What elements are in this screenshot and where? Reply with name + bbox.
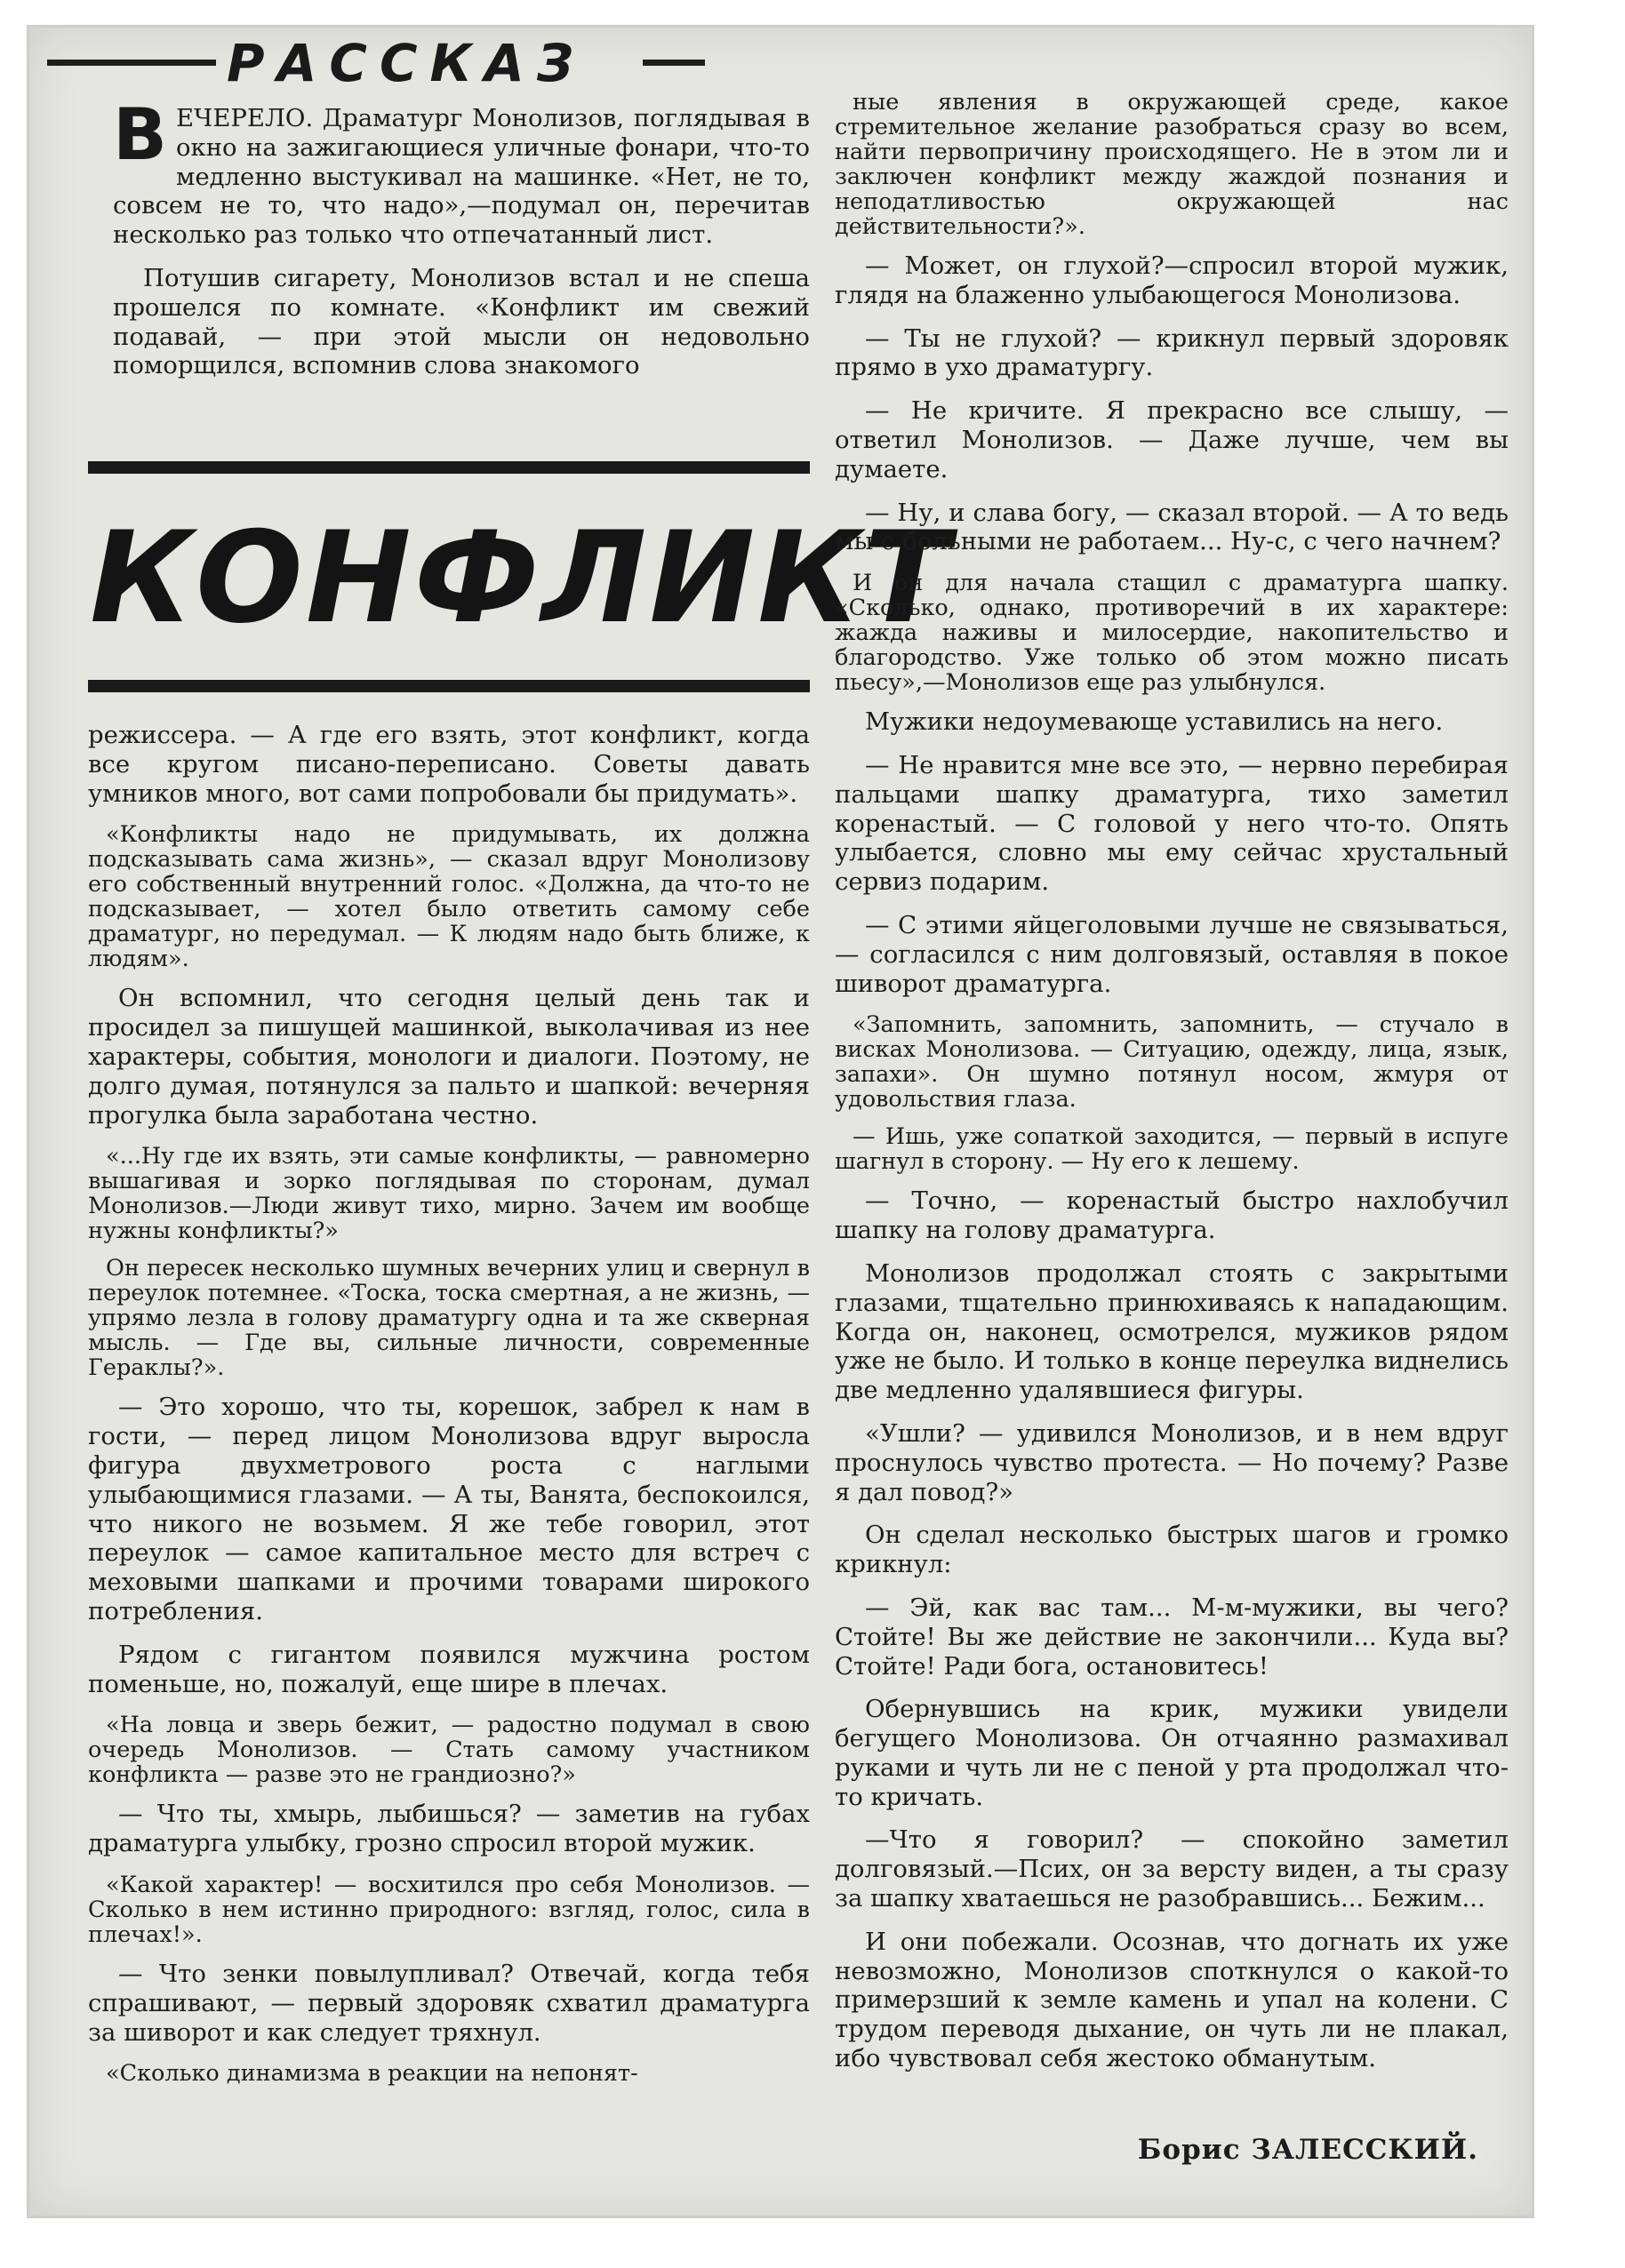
title-rule-bottom xyxy=(88,680,810,692)
inner-monologue: «...Ну где их взять, эти самые конфликты, — равномерно вышагивая и зорко поглядывая по сторонам, думал Монолизов.—Люди живут тихо, мирно. Зачем им вообще нужны конфликты?» xyxy=(88,1143,810,1245)
paragraph: Мужики недоумевающе уставились на него. xyxy=(865,707,1444,737)
paragraph: «Ушли? — удивился Монолизов, и в нем вдруг проснулось чувство протеста. — Но почему? Разве я дал повод?» xyxy=(835,1418,1509,1506)
inner-monologue: «Запомнить, запомнить, запомнить, — стучало в висках Монолизова. — Ситуацию, одежду, лица, язык, запахи». Он шумно потянул носом, жмуря от удовольствия глаза. xyxy=(835,1011,1509,1114)
paragraph: — Эй, как вас там... М-м-мужики, вы чего? Стойте! Вы же действие не закончили... Куда вы? Стойте! Ради бога, остановитесь! xyxy=(835,1593,1509,1681)
intro-paragraph-1 xyxy=(113,93,810,250)
inner-monologue: ные явления в окружающей среде, какое стремительное желание разобраться сразу во всем, найти первопричину происходящего. Не в этом ли и заключен конфликт между жаждой познания и неподатливостью окружающей нас действительности?». xyxy=(835,89,1509,240)
paragraph: Он вспомнил, что сегодня целый день так и просидел за пишущей машинкой, выколачивая из нее характеры, события, монологи и диалоги. Поэтому, не долго думая, потянулся за пальто и шапкой: вечерняя прогулка была заработана честно. xyxy=(88,984,810,1130)
inner-monologue: «На ловца и зверь бежит, — радостно подумал в свою очередь Монолизов. — Стать самому участником конфликта — разве это не грандиозно?» xyxy=(88,1712,810,1789)
newspaper-clipping xyxy=(27,25,1534,2218)
rubric-rule-left xyxy=(47,60,216,66)
paragraph: Он сделал несколько быстрых шагов и громко крикнул: xyxy=(835,1521,1509,1579)
inner-monologue: Он пересек несколько шумных вечерних улиц и свернул в переулок потемнее. «Тоска, тоска смертная, а не жизнь, — упрямо лезла в голову драматургу одна и та же скверная мысль. — Где вы, сильные личности, современные Гераклы?». xyxy=(88,1255,810,1382)
drop-cap: В xyxy=(113,93,167,176)
paragraph: — Это хорошо, что ты, корешок, забрел к нам в гости, — перед лицом Монолизова вдруг выросла фигура двухметрового роста с наглыми улыбающимися глазами. — А ты, Ванята, беспокоился, что никого не возьмем. Я же тебе говорил, этот переулок — самое капитальное место для встреч с меховыми шапками и прочими товарами широкого потребления. xyxy=(88,1393,810,1625)
title-rule-top xyxy=(88,461,810,474)
intro-paragraph-2: Потушив сигарету, Монолизов встал и не спеша прошелся по комнате. «Конфликт им свежий подавай, — при этой мысли он недовольно поморщился, вспомнив слова знакомого xyxy=(113,263,810,380)
paragraph: — Что зенки повылупливал? Отвечай, когда тебя спрашивают, — первый здоровяк схватил драматурга за шиворот и как следует тряхнул. xyxy=(88,1959,810,2047)
rubric-rule-right xyxy=(643,60,705,66)
inner-monologue: «Сколько динамизма в реакции на непонят- xyxy=(106,2060,638,2088)
inner-monologue: «Какой характер! — восхитился про себя Монолизов. — Сколько в нем истинно природного: взгляд, голос, сила в плечах!». xyxy=(88,1871,810,1948)
inner-monologue: — Ишь, уже сопаткой заходится, — первый в испуге шагнул в сторону. — Ну его к лешему. xyxy=(835,1123,1509,1176)
paragraph: — Ты не глухой? — крикнул первый здоровяк прямо в ухо драматургу. xyxy=(835,323,1509,382)
paragraph: Рядом с гигантом появился мужчина ростом поменьше, но, пожалуй, еще шире в плечах. xyxy=(88,1640,810,1698)
paragraph: Монолизов продолжал стоять с закрытыми глазами, тщательно принюхиваясь к нападающим. Когда он, наконец, осмотрелся, мужиков рядом уже не было. И только в конце переулка виднелись две медленно удалявшиеся фигуры. xyxy=(835,1258,1509,1405)
paragraph: — Ну, и слава богу, — сказал второй. — А то ведь мы с больными не работаем... Ну-с, с чего начнем? xyxy=(835,498,1509,556)
author-signature: Борис ЗАЛЕССКИЙ. xyxy=(1137,2134,1478,2166)
story-title: КОНФЛИКТ xyxy=(90,505,953,651)
paragraph: режиссера. — А где его взять, этот конфликт, когда все кругом писано-переписано. Советы давать умников много, вот сами попробовали бы придумать». xyxy=(88,721,810,808)
left-column-body xyxy=(88,721,810,2098)
paragraph: И они побежали. Осознав, что догнать их уже невозможно, Монолизов споткнулся о какой-то примерзший к земле камень и упал на колени. С трудом переводя дыхание, он чуть ли не плакал, ибо чувствовал себя жестоко обманутым. xyxy=(835,1927,1509,2073)
intro-paragraph-1-text: ЕЧЕРЕЛО. Драматург Монолизов, поглядывая в окно на зажигающиеся уличные фонари, что-то медленно выстукивал на машинке. «Нет, не то, совсем не то, что надо»,—подумал он, перечитав несколько раз только что отпечатанный лист. xyxy=(113,104,810,250)
paragraph: —Что я говорил? — спокойно заметил долговязый.—Псих, он за версту виден, а ты сразу за шапку хватаешься не разобравшись... Бежим... xyxy=(835,1825,1509,1913)
paragraph: — Не кричите. Я прекрасно все слышу, — ответил Монолизов. — Даже лучше, чем вы думаете. xyxy=(835,396,1509,483)
paragraph: — Может, он глухой?—спросил второй мужик, глядя на блаженно улыбающегося Монолизова. xyxy=(835,252,1509,309)
paragraph: Обернувшись на крик, мужики увидели бегущего Монолизова. Он отчаянно размахивал руками и чуть ли не с пеной у рта продолжал что-то кричать. xyxy=(835,1695,1509,1811)
paragraph: — Что ты, хмырь, лыбишься? — заметив на губах драматурга улыбку, грозно спросил второй мужик. xyxy=(88,1800,810,1858)
right-column xyxy=(835,90,1509,2088)
paragraph: — Точно, — коренастый быстро нахлобучил шапку на голову драматурга. xyxy=(835,1186,1509,1245)
inner-monologue: «Конфликты надо не придумывать, их должна подсказывать сама жизнь», — сказал вдруг Монолизову его собственный внутренний голос. «Должна, да что-то не подсказывает, — хотел было ответить самому себе драматург, но передумал. — К людям надо быть ближе, к людям». xyxy=(88,821,810,973)
paragraph: — Не нравится мне все это, — нервно перебирая пальцами шапку драматурга, тихо заметил коренастый. — С головой у него что-то. Опять улыбается, словно мы ему сейчас хрустальный сервиз подарим. xyxy=(835,750,1509,897)
inner-monologue: И он для начала стащил с драматурга шапку. «Сколько, однако, противоречий в их характере: жажда наживы и милосердие, накопительство и благородство. Уже только об этом можно писать пьесу»,—Монолизов еще раз улыбнулся. xyxy=(835,570,1509,697)
left-column-intro xyxy=(113,93,810,395)
paragraph: — С этими яйцеголовыми лучше не связываться, — согласился с ним долговязый, оставляя в покое шиворот драматурга. xyxy=(835,910,1509,998)
rubric-heading: РАССКАЗ xyxy=(227,33,587,93)
